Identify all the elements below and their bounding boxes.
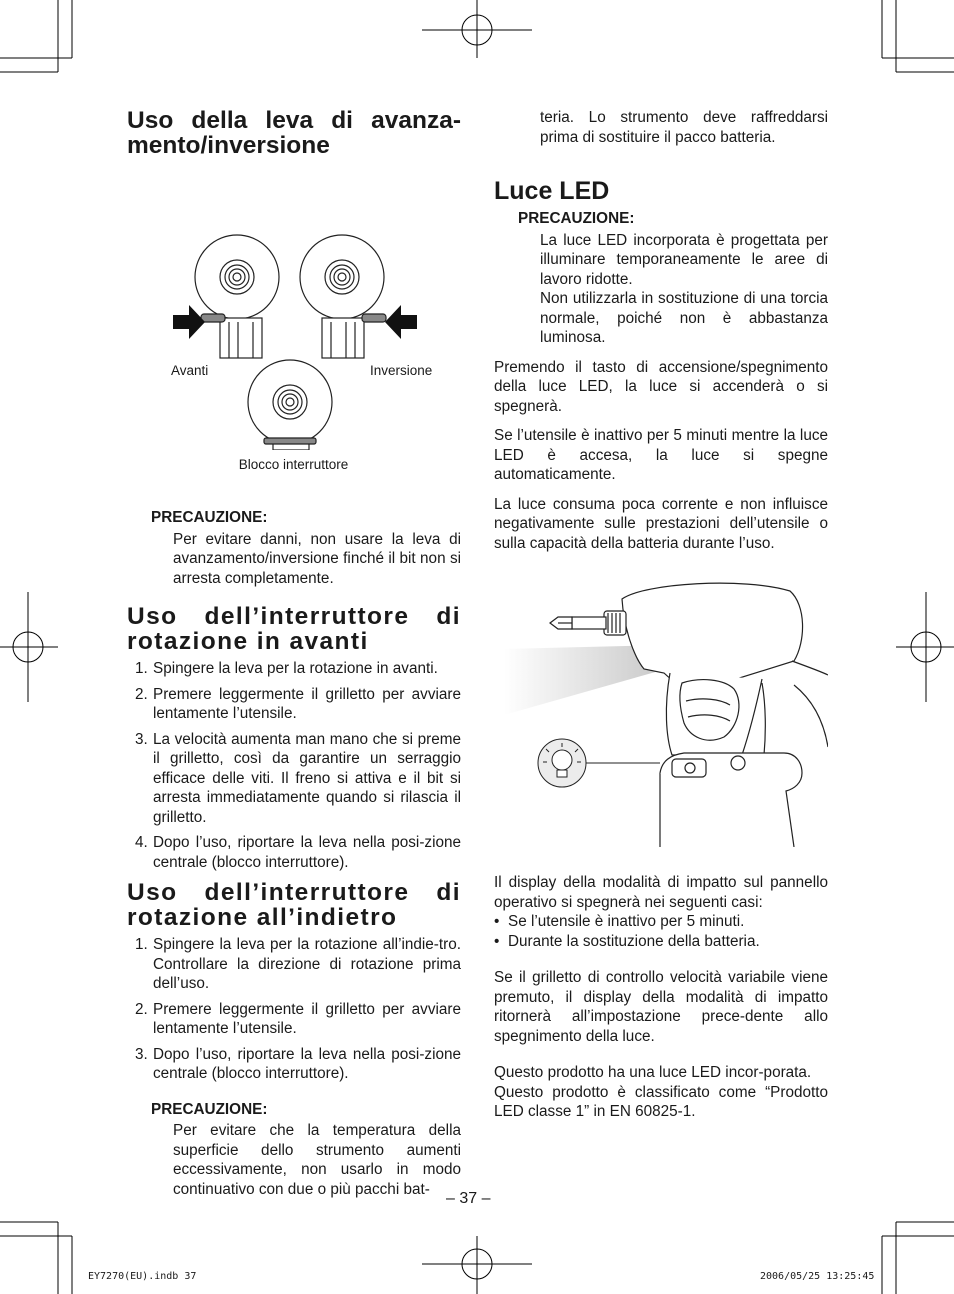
caution-text: Per evitare che la temperatura della superficie dello strumento aumenti eccessivamente, non usarlo in modo continuativo con due o più pacchi bat-	[173, 1122, 461, 1198]
paragraph-led-toggle: Premendo il tasto di accensione/spegnimento della luce LED, la luce si accenderà o si spegnerà.	[494, 358, 828, 415]
caution-title: PRECAUZIONE:	[151, 509, 268, 526]
list-item: 2. Premere leggermente il grilletto per avviare lentamente l’utensile.	[135, 685, 461, 722]
list-item: 1. Spingere la leva per la rotazione in avanti.	[135, 660, 438, 677]
list-item: 4. Dopo l’uso, riportare la leva nella posi-zione centrale (blocco interruttore).	[135, 834, 461, 871]
heading-reverse-lever: Uso della leva di avanza-mento/inversione	[127, 107, 461, 159]
heading-reverse-switch: Uso dell’interruttore di rotazione all’indietro	[127, 879, 461, 931]
label-switch-lock: Blocco interruttore	[238, 457, 349, 472]
led-tool-illustration	[494, 577, 828, 847]
list-item: 2. Premere leggermente il grilletto per avviare lentamente l’utensile.	[135, 1000, 461, 1037]
list-item: • Durante la sostituzione della batteria.	[494, 932, 760, 950]
paragraph-auto-off: Se l’utensile è inattivo per 5 minuti mentre la luce LED è accesa, la luce si spegne automaticamente.	[494, 427, 828, 483]
heading-forward-switch: Uso dell’interruttore di rotazione in avanti	[127, 603, 461, 655]
list-item: 1. Spingere la leva per la rotazione all’indie-tro. Controllare la direzione di rotazione prima dell’uso.	[135, 936, 461, 992]
reverse-steps	[127, 935, 461, 1084]
paragraph-trigger-display: Se il grilletto di controllo velocità variabile viene premuto, il display della modalità di impatto ritornerà all’impostazione prece-dente allo spegnimento della luce.	[494, 969, 828, 1045]
caution-text: La luce LED incorporata è progettata per illuminare temporaneamente le aree di lavoro ridotte.	[540, 231, 828, 288]
display-off-cases	[494, 912, 828, 951]
caution-temperature	[127, 1100, 461, 1200]
date-slug: 2006/05/25 13:25:45	[760, 1271, 875, 1282]
list-item: 3. La velocità aumenta man mano che si preme il grilletto, così da garantire un serraggio efficace delle viti. Il freno si attiva e il bit si arresta immediatamente quando si rilascia il grilletto.	[135, 730, 461, 826]
led-tool-figure	[494, 577, 828, 847]
caution-title: PRECAUZIONE:	[151, 1100, 268, 1118]
heading-led-light: Luce LED	[494, 177, 610, 205]
list-item: 3. Dopo l’uso, riportare la leva nella posi-zione centrale (blocco interruttore).	[135, 1045, 461, 1082]
lever-illustration	[127, 180, 461, 450]
right-column	[494, 108, 828, 1122]
lever-positions-figure	[127, 180, 461, 450]
caution-continued: teria. Lo strumento deve raffreddarsi prima di sostituire il pacco batteria.	[540, 109, 828, 146]
list-item: • Se l’utensile è inattivo per 5 minuti.	[494, 913, 745, 930]
caution-led	[494, 209, 828, 348]
paragraph-display-off: Il display della modalità di impatto sul pannello operativo si spegnerà nei seguenti casi:	[494, 874, 828, 911]
label-forward: Avanti	[171, 363, 209, 378]
caution-lever	[127, 508, 461, 588]
caution-text: Per evitare danni, non usare la leva di avanzamento/inversione finché il bit non si arresta completamente.	[173, 530, 461, 587]
paragraph-led-builtin: Questo prodotto ha una luce LED incor-porata.	[494, 1064, 812, 1081]
caution-text: Non utilizzarla in sostituzione di una torcia normale, poiché non è abbastanza luminosa.	[540, 290, 828, 346]
page-number: – 37 –	[446, 1190, 491, 1207]
file-slug: EY7270(EU).indb 37	[88, 1271, 197, 1282]
forward-steps	[127, 659, 461, 872]
caution-title: PRECAUZIONE:	[518, 210, 635, 227]
paragraph-power: La luce consuma poca corrente e non influisce negativamente sulle prestazioni dell’utensile o sulla capacità della batteria durante l’uso.	[494, 495, 828, 552]
left-column	[127, 108, 461, 1199]
paragraph-led-class: Questo prodotto è classificato come “Prodotto LED classe 1” in EN 60825-1.	[494, 1083, 828, 1120]
label-reverse: Inversione	[370, 363, 433, 378]
